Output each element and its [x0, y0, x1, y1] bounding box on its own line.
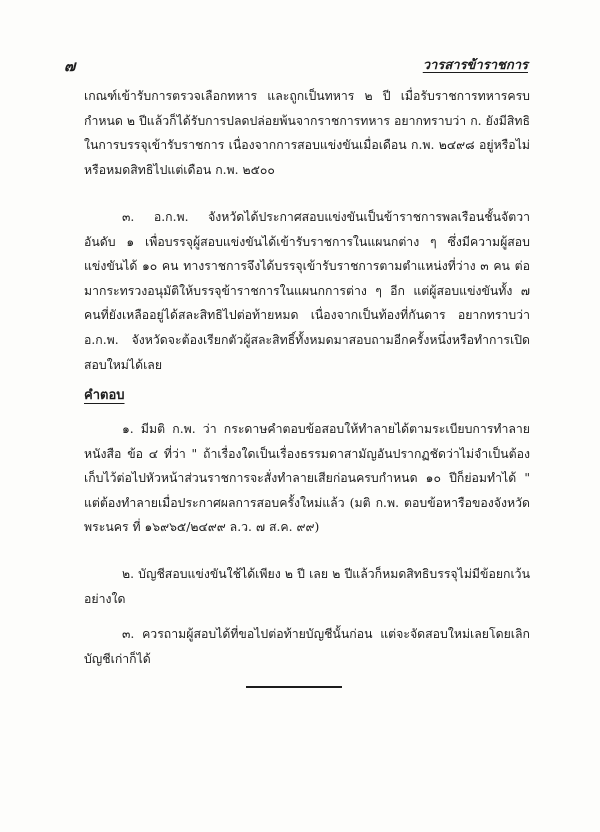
- paragraph-question-3: ๓. อ.ก.พ. จังหวัดได้ประกาศสอบแข่งขันเป็นข้าราชการพลเรือนชั้นจัตวาอันดับ ๑ เพื่อบรรจุผู้สอบแข่งขันได้เข้ารับราชการในแผนกต่าง ๆ ซึ่งมีความผู้สอบแข่งขันได้ ๑๐ คน ทางราชการจึงได้บรรจุเข้ารับราชการตามตำแหน่งที่ว่าง ๓ คน ต่อมากระทรวงอนุมัติให้บรรจุข้าราชการในแผนกการต่าง ๆ อีก แต่ผู้สอบแข่งขันทั้ง ๗ คนที่ยังเหลืออยู่ได้สละสิทธิไปต่อท้ายหมด เนื่องจากเป็นท้องที่กันดาร อยากทราบว่า อ.ก.พ. จังหวัดจะต้องเรียกตัวผู้สละสิทธิ์ทั้งหมดมาสอบถามอีกครั้งหนึ่งหรือทำการเปิดสอบใหม่ได้เลย: [84, 210, 530, 372]
- answer-heading: คำตอบ: [84, 388, 125, 403]
- page-number: ๗: [64, 57, 76, 75]
- answer-item-2: ๒. บัญชีสอบแข่งขันใช้ได้เพียง ๒ ปี เลย ๒ ปีแล้วก็หมดสิทธิบรรจุไม่มีข้อยกเว้นอย่างใด: [84, 567, 530, 606]
- paragraph-continuation: เกณฑ์เข้ารับการตรวจเลือกทหาร และถูกเป็นทหาร ๒ ปี เมื่อรับราชการทหารครบกำหนด ๒ ปีแล้วก็ได้รับการปลดปล่อยพ้นจากราชการทหาร อยากทราบว่า ก. ยังมีสิทธิในการบรรจุเข้ารับราชการ เนื่องจากการสอบแข่งขันเมื่อเดือน ก.พ. ๒๔๙๘ อยู่หรือไม่ หรือหมดสิทธิไปแต่เดือน ก.พ. ๒๕๐๐: [84, 89, 530, 177]
- answer-item-3: ๓. ควรถามผู้สอบได้ที่ขอไปต่อท้ายบัญชีนั้นก่อน แต่จะจัดสอบใหม่เลยโดยเลิกบัญชีเก่าก็ได้: [84, 627, 530, 666]
- answer-item-1: ๑. มีมติ ก.พ. ว่า กระดาษคำตอบข้อสอบให้ทำลายได้ตามระเบียบการทำลายหนังสือ ข้อ ๔ ที่ว่า " ถ้าเรื่องใดเป็นเรื่องธรรมดาสามัญอันปรากฏชัดว่าไม่จำเป็นต้องเก็บไว้ต่อไปหัวหน้าส่วนราชการจะสั่งทำลายเสียก่อนครบกำหนด ๑๐ ปีก็ย่อมทำได้ " แต่ต้องทำลายเมื่อประกาศผลการสอบครั้งใหม่แล้ว (มติ ก.พ. ตอบข้อหารือของจังหวัดพระนคร ที่ ๑๖๙๖๕/๒๔๙๙ ล.ว. ๗ ส.ค. ๙๙): [84, 422, 530, 535]
- running-head: วารสารข้าราชการ: [422, 58, 528, 73]
- end-rule: [246, 686, 342, 688]
